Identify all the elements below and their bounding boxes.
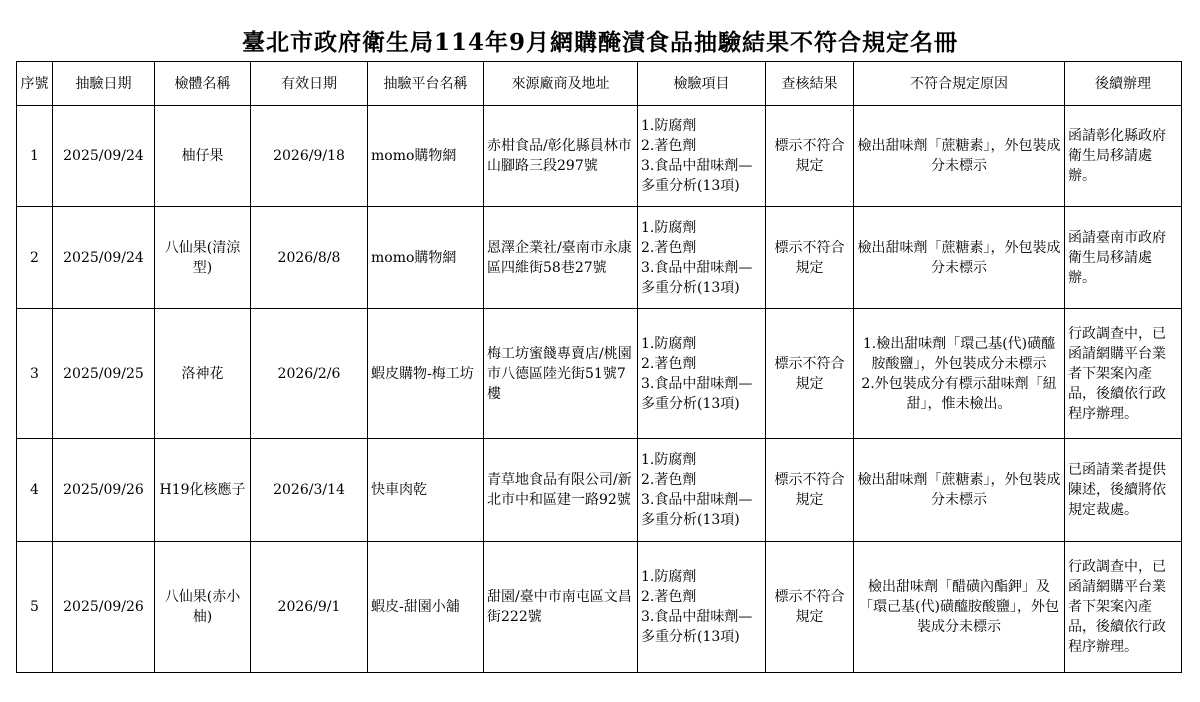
test-item: 1.防腐劑 — [641, 569, 697, 585]
cell-source: 赤柑食品/彰化縣員林市山腳路三段297號 — [484, 106, 638, 207]
cell-result: 標示不符合規定 — [766, 439, 854, 542]
cell-followup: 行政調查中，已函請網購平台業者下架案內產品，後續依行政程序辦理。 — [1065, 309, 1182, 439]
test-item: 1.防腐劑 — [641, 452, 697, 468]
cell-reason: 檢出甜味劑「蔗糖素」，外包裝成分未標示 — [854, 439, 1065, 542]
cell-sampling-date: 2025/09/24 — [53, 207, 155, 309]
header-sampling-date: 抽驗日期 — [53, 62, 155, 106]
cell-reason: 1.檢出甜味劑「環己基(代)磺醯胺酸鹽」，外包裝成分未標示 2.外包裝成分有標示甜味劑「紐甜」，惟未檢出。 — [854, 309, 1065, 439]
cell-reason: 檢出甜味劑「蔗糖素」，外包裝成分未標示 — [854, 106, 1065, 207]
test-item: 3.食品中甜味劑—多重分析(13項) — [641, 609, 753, 645]
header-test-items: 檢驗項目 — [638, 62, 766, 106]
cell-expiry-date: 2026/9/18 — [251, 106, 368, 207]
cell-expiry-date: 2026/2/6 — [251, 309, 368, 439]
cell-sample-name: 八仙果(清涼型) — [155, 207, 251, 309]
noncompliance-table — [16, 61, 1182, 673]
cell-source: 青草地食品有限公司/新北市中和區建一路92號 — [484, 439, 638, 542]
cell-sample-name: H19化核應子 — [155, 439, 251, 542]
table-row — [17, 106, 1182, 207]
cell-followup: 函請臺南市政府衛生局移請處辦。 — [1065, 207, 1182, 309]
table-row — [17, 309, 1182, 439]
header-serial-no: 序號 — [17, 62, 53, 106]
cell-result: 標示不符合規定 — [766, 207, 854, 309]
cell-sample-name: 洛神花 — [155, 309, 251, 439]
cell-sampling-date: 2025/09/26 — [53, 542, 155, 673]
cell-result: 標示不符合規定 — [766, 309, 854, 439]
cell-platform: momo購物網 — [368, 106, 484, 207]
test-item: 1.防腐劑 — [641, 335, 697, 352]
cell-serial-no: 4 — [17, 439, 53, 542]
header-expiry-date: 有效日期 — [251, 62, 368, 106]
header-source: 來源廠商及地址 — [484, 62, 638, 106]
test-item: 2.著色劑 — [641, 355, 697, 372]
test-item: 3.食品中甜味劑—多重分析(13項) — [641, 375, 753, 412]
test-item: 2.著色劑 — [641, 239, 697, 256]
test-item: 1.防腐劑 — [641, 219, 697, 236]
cell-source: 梅工坊蜜餞專賣店/桃園市八德區陸光街51號7樓 — [484, 309, 638, 439]
table-row — [17, 207, 1182, 309]
cell-test-items — [638, 439, 766, 542]
test-item: 2.著色劑 — [641, 589, 697, 605]
cell-test-items — [638, 106, 766, 207]
cell-source: 恩澤企業社/臺南市永康區四維街58巷27號 — [484, 207, 638, 309]
page-title: 臺北市政府衛生局114年9月網購醃漬食品抽驗結果不符合規定名冊 — [241, 29, 958, 56]
cell-sampling-date: 2025/09/25 — [53, 309, 155, 439]
test-item: 3.食品中甜味劑—多重分析(13項) — [641, 158, 753, 194]
cell-test-items — [638, 207, 766, 309]
cell-serial-no: 1 — [17, 106, 53, 207]
cell-expiry-date: 2026/9/1 — [251, 542, 368, 673]
header-sample-name: 檢體名稱 — [155, 62, 251, 106]
header-result: 查核結果 — [766, 62, 854, 106]
cell-reason: 檢出甜味劑「蔗糖素」，外包裝成分未標示 — [854, 207, 1065, 309]
cell-source: 甜園/臺中市南屯區文昌街222號 — [484, 542, 638, 673]
table-row — [17, 542, 1182, 673]
cell-result: 標示不符合規定 — [766, 542, 854, 673]
cell-platform: 蝦皮-甜園小舖 — [368, 542, 484, 673]
cell-result: 標示不符合規定 — [766, 106, 854, 207]
header-platform: 抽驗平台名稱 — [368, 62, 484, 106]
cell-followup: 函請彰化縣政府衛生局移請處辦。 — [1065, 106, 1182, 207]
cell-platform: momo購物網 — [368, 207, 484, 309]
cell-serial-no: 3 — [17, 309, 53, 439]
header-followup: 後續辦理 — [1065, 62, 1182, 106]
cell-sampling-date: 2025/09/24 — [53, 106, 155, 207]
cell-serial-no: 5 — [17, 542, 53, 673]
test-item: 3.食品中甜味劑—多重分析(13項) — [641, 492, 753, 528]
cell-expiry-date: 2026/8/8 — [251, 207, 368, 309]
cell-platform: 蝦皮購物-梅工坊 — [368, 309, 484, 439]
table-row — [17, 439, 1182, 542]
cell-sample-name: 八仙果(赤小柚) — [155, 542, 251, 673]
test-item: 3.食品中甜味劑—多重分析(13項) — [641, 259, 753, 296]
cell-sample-name: 柚仔果 — [155, 106, 251, 207]
test-item: 2.著色劑 — [641, 138, 697, 154]
cell-test-items — [638, 542, 766, 673]
header-reason: 不符合規定原因 — [854, 62, 1065, 106]
test-item: 1.防腐劑 — [641, 118, 697, 134]
cell-test-items — [638, 309, 766, 439]
cell-sampling-date: 2025/09/26 — [53, 439, 155, 542]
cell-followup: 行政調查中，已函請網購平台業者下架案內產品，後續依行政程序辦理。 — [1065, 542, 1182, 673]
cell-expiry-date: 2026/3/14 — [251, 439, 368, 542]
test-item: 2.著色劑 — [641, 472, 697, 488]
cell-followup: 已函請業者提供陳述，後續將依規定裁處。 — [1065, 439, 1182, 542]
cell-serial-no: 2 — [17, 207, 53, 309]
cell-platform: 快車肉乾 — [368, 439, 484, 542]
table-header-row — [17, 62, 1182, 106]
cell-reason: 檢出甜味劑「醋磺內酯鉀」及「環己基(代)磺醯胺酸鹽」，外包裝成分未標示 — [854, 542, 1065, 673]
